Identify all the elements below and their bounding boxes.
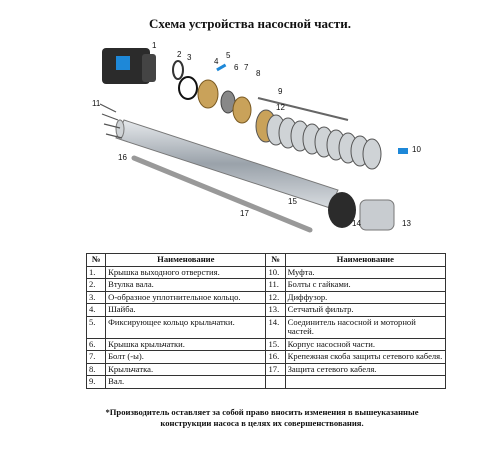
label-12: 12 — [276, 103, 285, 112]
header-num-right: № — [266, 254, 285, 267]
table-row — [87, 291, 446, 303]
name-cell — [285, 376, 445, 388]
num-cell: 7. — [87, 351, 106, 363]
table-row — [87, 316, 446, 338]
name-cell: Защита сетевого кабеля. — [285, 363, 445, 375]
num-cell: 14. — [266, 316, 285, 338]
table-header-row — [87, 254, 446, 267]
num-cell: 9. — [87, 376, 106, 388]
name-cell: Болты с гайками. — [285, 279, 445, 291]
label-15: 15 — [288, 197, 297, 206]
num-cell: 12. — [266, 291, 285, 303]
name-cell: Фиксирующее кольцо крыльчатки. — [106, 316, 266, 338]
label-10: 10 — [412, 145, 421, 154]
label-9: 9 — [278, 87, 283, 96]
table-row — [87, 279, 446, 291]
header-name-left: Наименование — [106, 254, 266, 267]
label-8: 8 — [256, 69, 261, 78]
num-cell: 6. — [87, 338, 106, 350]
label-1: 1 — [152, 41, 157, 50]
parts-table — [86, 253, 446, 389]
table-row — [87, 363, 446, 375]
o-ring-part — [179, 77, 197, 99]
name-cell: Корпус насосной части. — [285, 338, 445, 350]
num-cell: 16. — [266, 351, 285, 363]
bushing-part — [173, 61, 183, 79]
label-17: 17 — [240, 209, 249, 218]
table-row — [87, 304, 446, 316]
num-cell: 10. — [266, 267, 285, 279]
num-cell: 15. — [266, 338, 285, 350]
header-num-left: № — [87, 254, 106, 267]
table-row — [87, 267, 446, 279]
num-cell: 2. — [87, 279, 106, 291]
label-5: 5 — [226, 51, 231, 60]
num-cell: 17. — [266, 363, 285, 375]
label-11: 11 — [92, 99, 101, 108]
label-6: 6 — [234, 63, 239, 72]
num-cell: 4. — [87, 304, 106, 316]
label-3: 3 — [187, 53, 192, 62]
label-13: 13 — [402, 219, 411, 228]
name-cell: Крышка крыльчатки. — [106, 338, 266, 350]
name-cell: Шайба. — [106, 304, 266, 316]
num-cell: 11. — [266, 279, 285, 291]
table-row — [87, 338, 446, 350]
washer-part — [198, 80, 218, 108]
name-cell: Крепежная скоба защиты сетевого кабеля. — [285, 351, 445, 363]
diffuser-stack — [256, 110, 381, 169]
num-cell: 13. — [266, 304, 285, 316]
name-cell: Втулка вала. — [106, 279, 266, 291]
header-name-right: Наименование — [285, 254, 445, 267]
num-cell: 8. — [87, 363, 106, 375]
name-cell: Сетчатый фильтр. — [285, 304, 445, 316]
num-cell: 3. — [87, 291, 106, 303]
page-title: Схема устройства насосной части. — [149, 16, 351, 31]
label-16: 16 — [118, 153, 127, 162]
label-2: 2 — [177, 50, 182, 59]
name-cell: Соединитель насосной и моторной частей. — [285, 316, 445, 338]
label-4: 4 — [214, 57, 219, 66]
coupling-part — [398, 148, 408, 154]
strainer-part — [360, 200, 394, 230]
pump-exploded-diagram — [80, 30, 440, 250]
footnote: *Производитель оставляет за собой право вносить изменения в вышеуказанные конструкции насоса в целях их совершенствования. — [105, 407, 419, 428]
impeller-cover-part — [233, 97, 251, 123]
name-cell: Муфта. — [285, 267, 445, 279]
table-row — [87, 351, 446, 363]
name-cell: Вал. — [106, 376, 266, 388]
label-7: 7 — [244, 63, 249, 72]
name-cell: Крыльчатка. — [106, 363, 266, 375]
outlet-cap-part — [102, 48, 156, 84]
name-cell: Крышка выходного отверстия. — [106, 267, 266, 279]
table-row — [87, 376, 446, 388]
num-cell — [266, 376, 285, 388]
num-cell: 1. — [87, 267, 106, 279]
name-cell: Болт (-ы). — [106, 351, 266, 363]
name-cell: О-образное уплотнительное кольцо. — [106, 291, 266, 303]
name-cell: Диффузор. — [285, 291, 445, 303]
label-14: 14 — [352, 219, 361, 228]
num-cell: 5. — [87, 316, 106, 338]
